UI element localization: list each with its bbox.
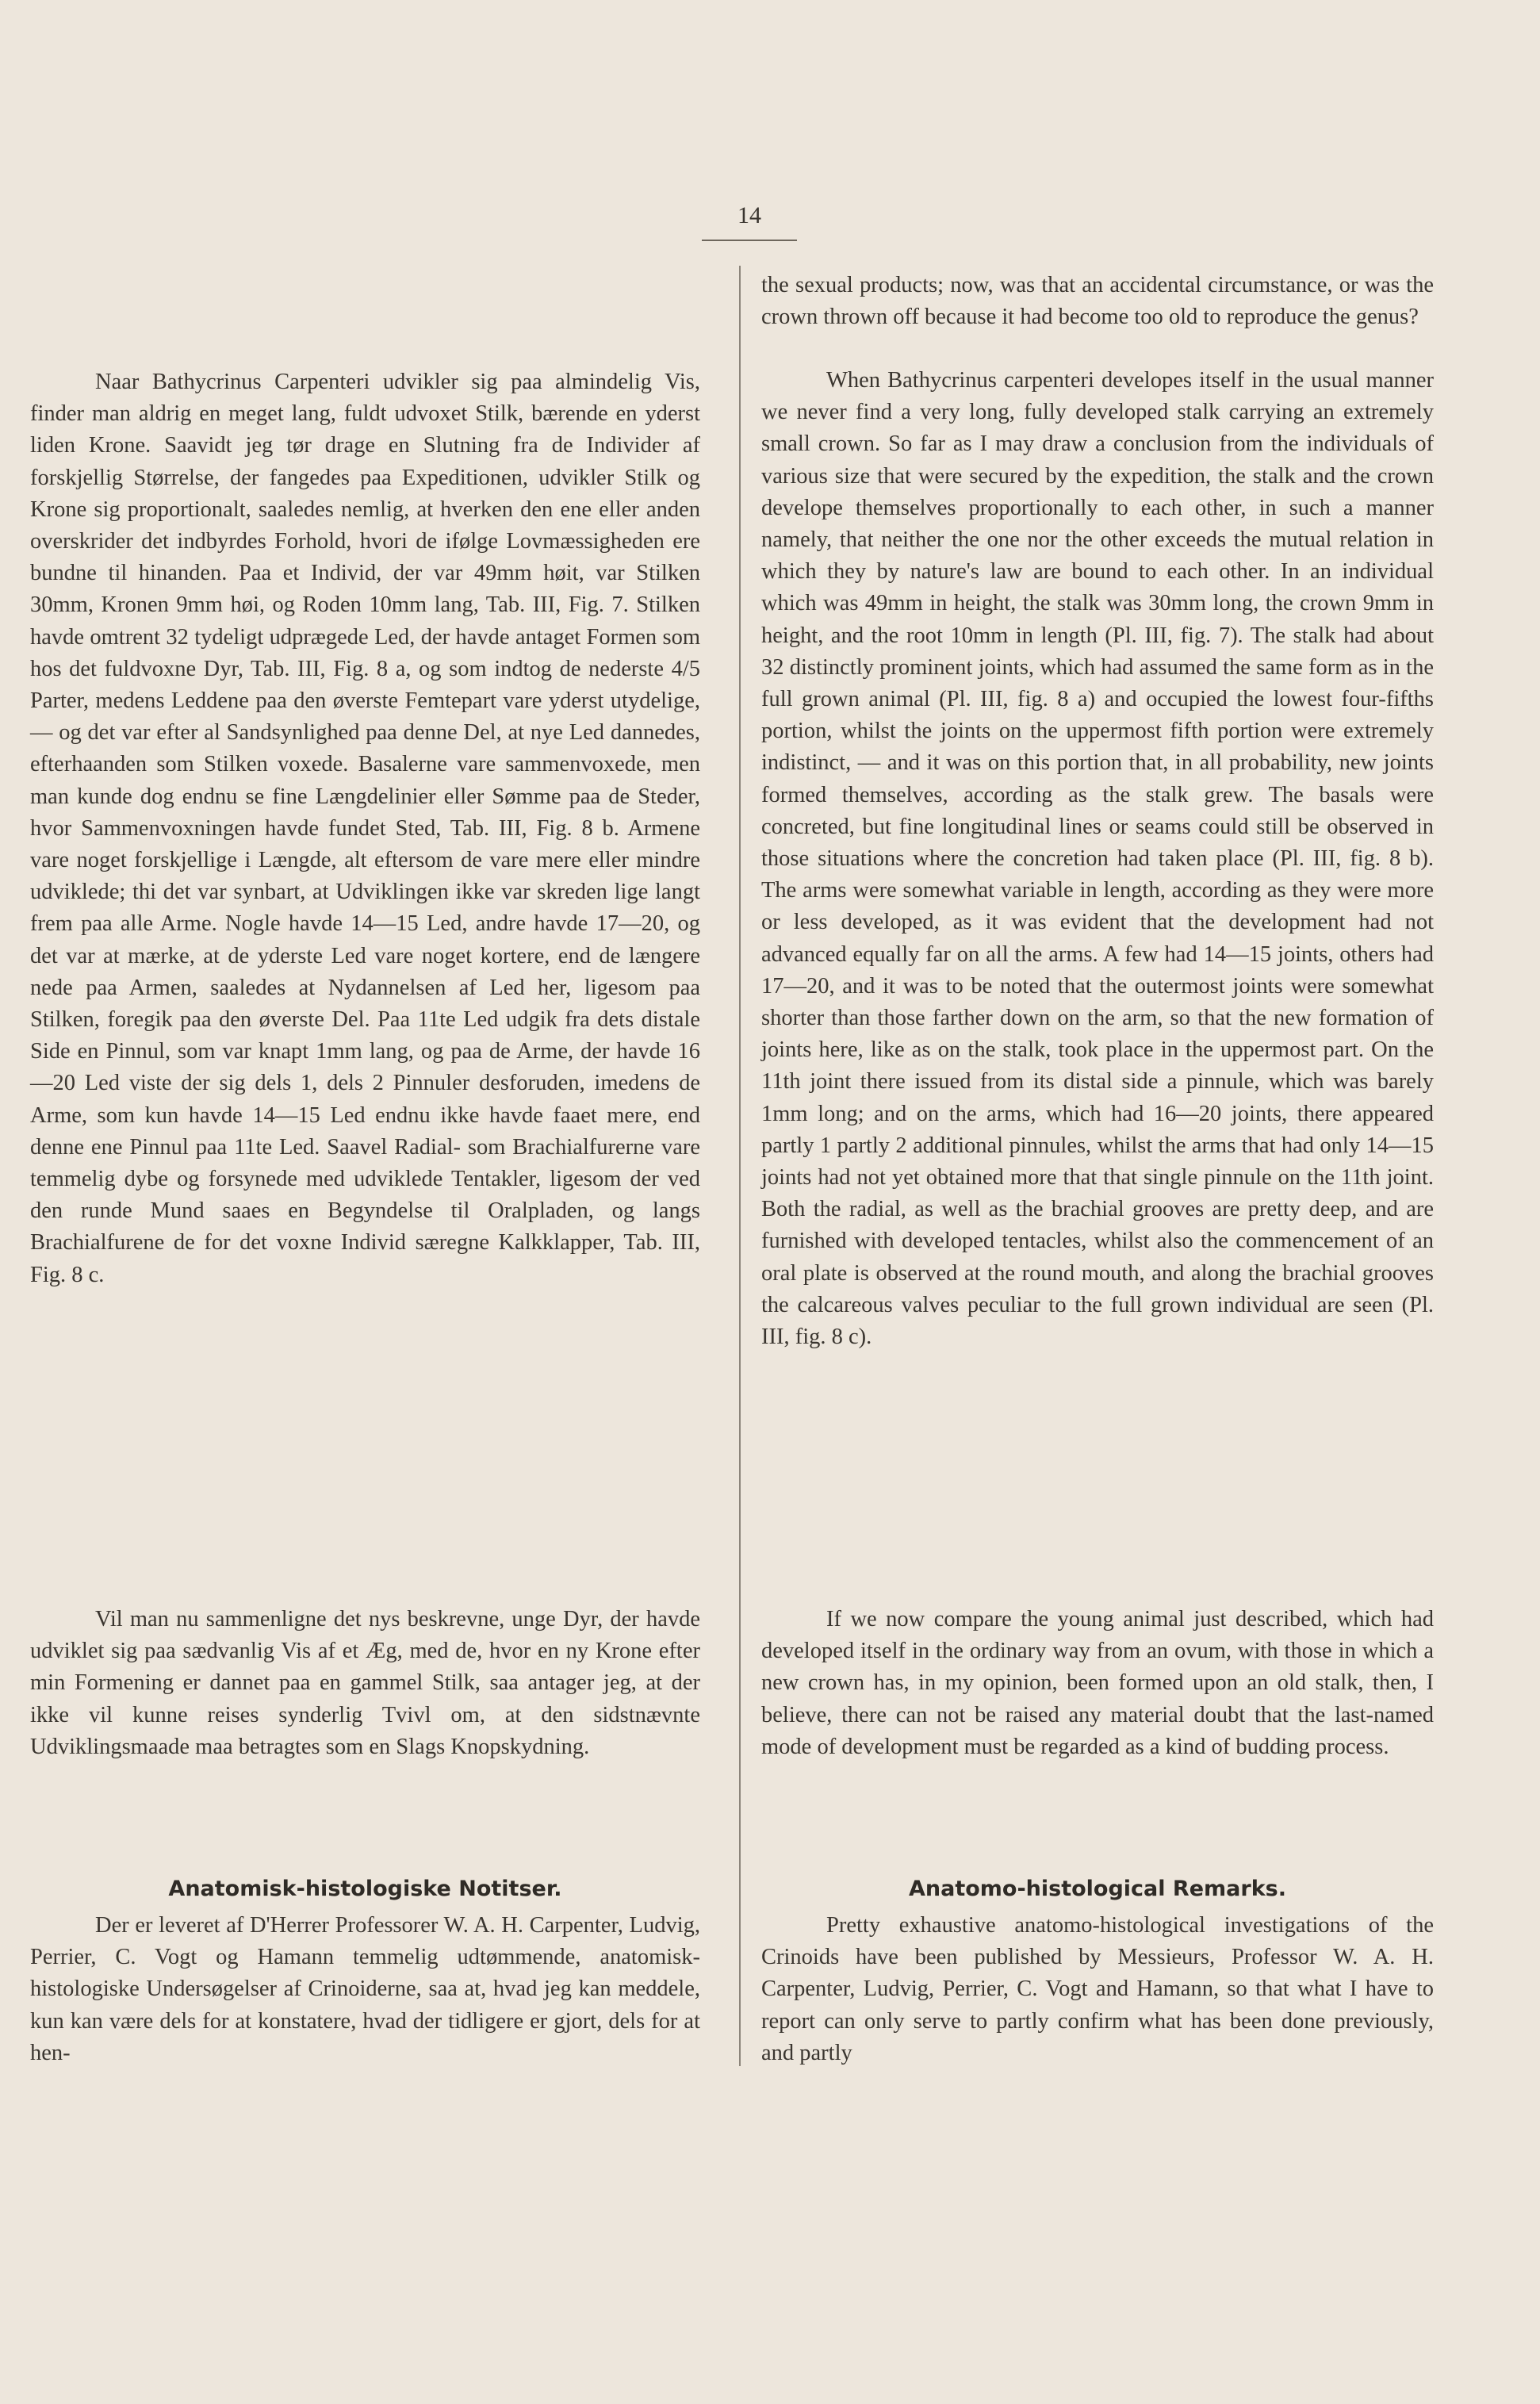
english-paragraph-2-text: If we now compare the young animal just described, which had developed itself in the ordinary way from an ovum, with those in which a new crown has, in my opinion, been formed upon an old stalk, then, I believe, there can not be raised any material doubt that the last-named mode of development must be regarded as a kind of budding process. — [761, 1607, 1434, 1759]
english-paragraph-0-text: the sexual products; now, was that an accidental circumstance, or was the crown thrown off because it had become too old to reproduce the genus? — [761, 273, 1434, 330]
english-paragraph-2 — [761, 1604, 1434, 1763]
english-paragraph-3-text: Pretty exhaustive anatomo-histological investigations of the Crinoids have been published by Messieurs, Professor W. A. H. Carpenter, Ludvig, Perrier, C. Vogt and Hamann, so that what I have to report can only serve to partly confirm what has been done previously, and partly — [761, 1913, 1434, 2065]
english-section-heading: Anatomo-histological Remarks. — [908, 1877, 1286, 1901]
danish-paragraph-3 — [30, 1910, 700, 2069]
danish-paragraph-2-text: Vil man nu sammenligne det nys beskrevne, unge Dyr, der havde udviklet sig paa sædvanlig Vis af et Æg, med de, hvor en ny Krone efter min Formening er dannet paa en gammel Stilk, saa antager jeg, at der ikke vil kunne reises synderlig Tvivl om, at den sidstnævnte Udviklingsmaade maa betragtes som en Slags Knopskydning. — [30, 1607, 700, 1759]
page-number: 14 — [737, 202, 761, 228]
danish-paragraph-3-text: Der er leveret af D'Herrer Professorer W. A. H. Carpenter, Ludvig, Perrier, C. Vogt og Hamann temmelig udtømmende, anatomisk-histologiske Undersøgelser af Crinoiderne, saa at, hvad jeg kan meddele, kun kan være dels for at konstatere, hvad der tidligere er gjort, dels for at hen- — [30, 1913, 700, 2065]
english-paragraph-0 — [761, 270, 1434, 333]
english-paragraph-1 — [761, 365, 1434, 1353]
english-paragraph-3 — [761, 1910, 1434, 2069]
column-divider — [739, 266, 741, 2066]
page-number-rule — [702, 240, 797, 241]
english-paragraph-1-text: When Bathycrinus carpenteri developes itself in the usual manner we never find a very long, fully developed stalk carrying an extremely small crown. So far as I may draw a conclusion from the individuals of various size that were secured by the expedition, the stalk and the crown develope themselves proportionally to each other, in such a manner namely, that neither the one nor the other exceeds the mutual relation in which they by nature's law are bound to each other. In an individual which was 49mm in height, the stalk was 30mm long, the crown 9mm in height, and the root 10mm in length (Pl. III, fig. 7). The stalk had about 32 distinctly prominent joints, which had assumed the same form as in the full grown animal (Pl. III, fig. 8 a) and occupied the lowest four-fifths portion, whilst the joints on the uppermost fifth portion were extremely indistinct, — and it was on this portion that, in all probability, new joints formed themselves, according as the stalk grew. The basals were concreted, but fine longitudinal lines or seams could still be observed in those situations where the concretion had taken place (Pl. III, fig. 8 b). The arms were somewhat variable in length, according as they were more or less developed, as it was evident that the development had not advanced equally far on all the arms. A few had 14—15 joints, others had 17—20, and it was to be noted that the outermost joints were somewhat shorter than those farther down on the arm, so that the new formation of joints here, like as on the stalk, took place in the uppermost part. On the 11th joint there issued from its distal side a pinnule, which was barely 1mm long; and on the arms, which had 16—20 joints, there appeared partly 1 partly 2 additional pinnules, whilst the arms that had only 14—15 joints had not yet obtained more that that single pinnule on the 11th joint. Both the radial, as well as the brachial grooves are pretty deep, and are furnished with developed tentacles, whilst also the commencement of an oral plate is observed at the round mouth, and along the brachial grooves the calcareous valves peculiar to the full grown individual are seen (Pl. III, fig. 8 c). — [761, 368, 1434, 1350]
danish-paragraph-2 — [30, 1604, 700, 1763]
danish-paragraph-1 — [30, 366, 700, 1291]
danish-section-heading: Anatomisk-histologiske Notitser. — [168, 1877, 562, 1901]
danish-paragraph-1-text: Naar Bathycrinus Carpenteri udvikler sig paa almindelig Vis, finder man aldrig en meget lang, fuldt udvoxet Stilk, bærende en yderst liden Krone. Saavidt jeg tør drage en Slutning fra de Individer af forskjellig Størrelse, der fangedes paa Expeditionen, udvikler Stilk og Krone sig proportionalt, saaledes nemlig, at hverken den ene eller anden overskrider det indbyrdes Forhold, hvori de ifølge Lovmæssigheden ere bundne til hinanden. Paa et Individ, der var 49mm høit, var Stilken 30mm, Kronen 9mm høi, og Roden 10mm lang, Tab. III, Fig. 7. Stilken havde omtrent 32 tydeligt udprægede Led, der havde antaget Formen som hos det fuldvoxne Dyr, Tab. III, Fig. 8 a, og som indtog de nederste 4/5 Parter, medens Leddene paa den øverste Femtepart vare yderst utydelige, — og det var efter al Sandsynlighed paa denne Del, at nye Led dannedes, efterhaanden som Stilken voxede. Basalerne vare sammenvoxede, men man kunde dog endnu se fine Længdelinier eller Sømme paa de Steder, hvor Sammenvoxningen havde fundet Sted, Tab. III, Fig. 8 b. Armene vare noget forskjellige i Længde, alt eftersom de vare mere eller mindre udviklede; thi det var synbart, at Udviklingen ikke var skreden lige langt frem paa alle Arme. Nogle havde 14—15 Led, andre havde 17—20, og det var at mærke, at de yderste Led vare noget kortere, end de længere nede paa Armen, saaledes at Nydannelsen af Led her, ligesom paa Stilken, foregik paa den øverste Del. Paa 11te Led udgik fra dets distale Side en Pinnul, som var knapt 1mm lang, og paa de Arme, der havde 16—20 Led viste der sig dels 1, dels 2 Pinnuler desforuden, imedens de Arme, som kun havde 14—15 Led endnu ikke havde faaet mere, end denne ene Pinnul paa 11te Led. Saavel Radial- som Brachialfurerne vare temmelig dybe og forsynede med udviklede Tentakler, ligesom der ved den runde Mund saaes en Begyndelse til Oralpladen, og langs Brachialfurene de for det voxne Individ særegne Kalkklapper, Tab. III, Fig. 8 c. — [30, 370, 700, 1287]
